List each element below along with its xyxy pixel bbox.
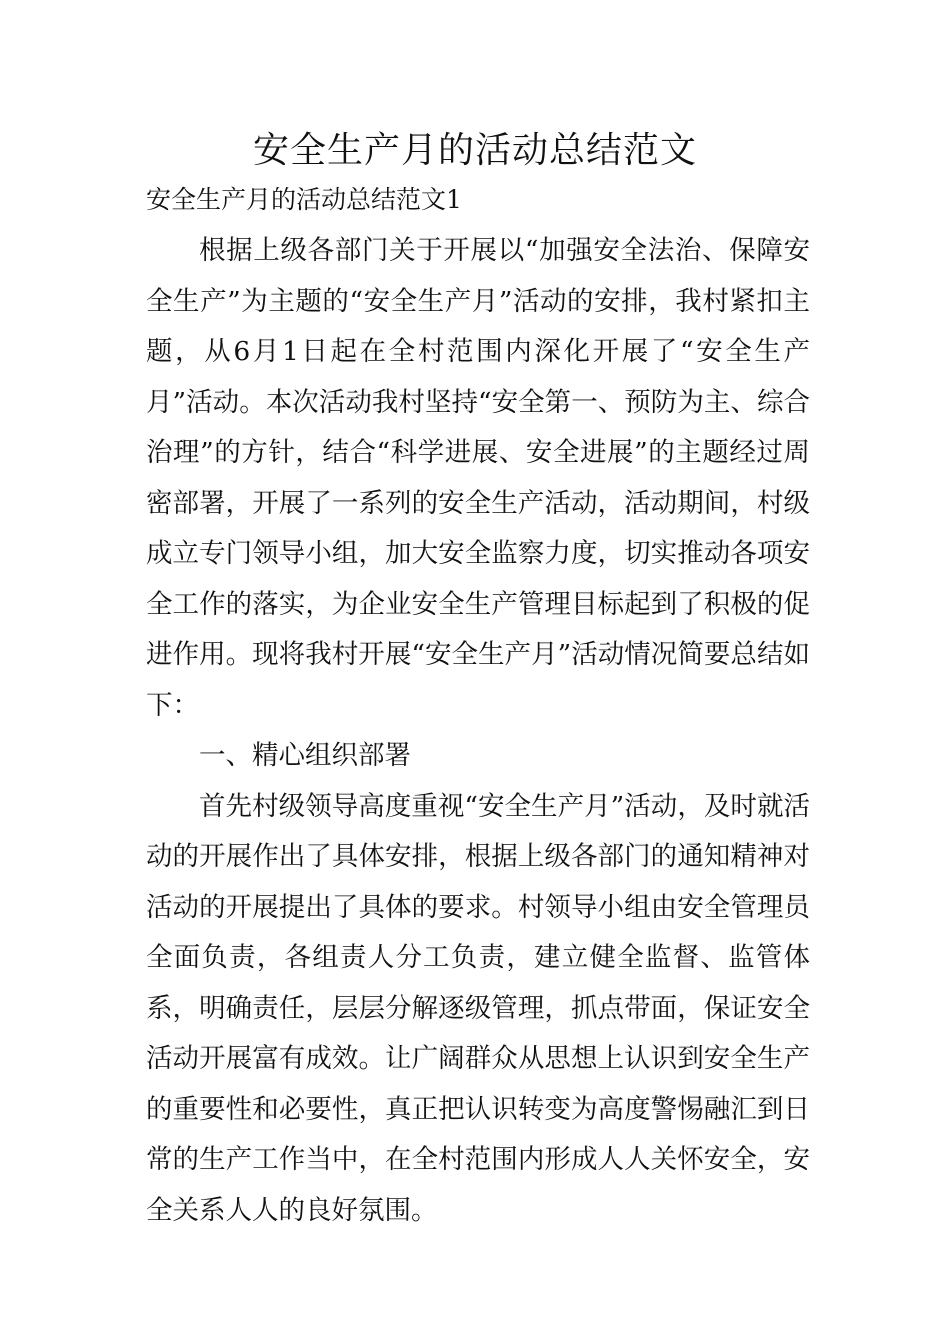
document-title: 安全生产月的活动总结范文 [252,130,697,171]
document-body [146,226,810,1236]
document-subtitle: 安全生产月的活动总结范文1 [146,185,462,214]
paragraph-organize: 首先村级领导高度重视“安全生产月”活动，及时就活动的开展作出了具体安排，根据上级各部门的通知精神对活动的开展提出了具体的要求。村领导小组由安全管理员全面负责，各组责人分工负责，建立健全监督、监管体系，明确责任，层层分解逐级管理，抓点带面，保证安全活动开展富有成效。让广阔群众从思想上认识到安全生产的重要性和必要性，真正把认识转变为高度警惕融汇到日常的生产工作当中，在全村范围内形成人人关怀安全，安全关系人人的良好氛围。 [146,790,810,1226]
paragraph-intro: 根据上级各部门关于开展以“加强安全法治、保障安全生产”为主题的“安全生产月”活动的安排，我村紧扣主题，从6月1日起在全村范围内深化开展了“安全生产月”活动。本次活动我村坚持“安全第一、预防为主、综合治理”的方针，结合“科学进展、安全进展”的主题经过周密部署，开展了一系列的安全生产活动，活动期间，村级成立专门领导小组，加大安全监察力度，切实推动各项安全工作的落实，为企业安全生产管理目标起到了积极的促进作用。现将我村开展“安全生产月”活动情况简要总结如下： [146,235,810,721]
section-heading-organize: 一、精心组织部署 [199,740,411,771]
